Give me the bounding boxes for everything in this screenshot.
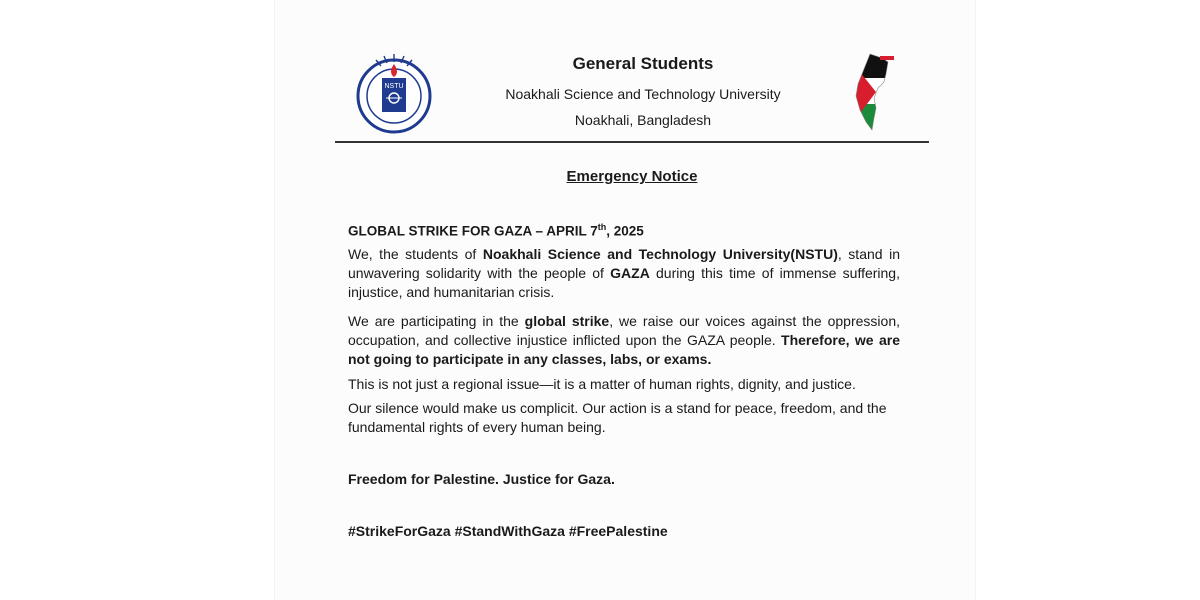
slogan: Freedom for Palestine. Justice for Gaza. xyxy=(348,471,615,487)
paragraph-participation: We are participating in the global strike, we raise our voices against the oppression, occupation, and collective injustice inflicted upon the GAZA people. Therefore, we are not going to participate in any classes, labs, or exams. xyxy=(348,313,900,367)
notice-title: Emergency Notice xyxy=(566,168,698,185)
paragraph-silence: Our silence would make us complicit. Our action is a stand for peace, freedom, and the fundamental rights of every human being. xyxy=(348,400,887,435)
organization-title: General Students xyxy=(572,54,714,73)
university-name: Noakhali Science and Technology University xyxy=(505,86,781,102)
svg-text:NSTU: NSTU xyxy=(384,83,404,90)
hashtags: #StrikeForGaza #StandWithGaza #FreePalestine xyxy=(348,523,668,539)
university-seal-icon xyxy=(352,52,436,136)
header-divider xyxy=(335,141,929,143)
strike-heading: GLOBAL STRIKE FOR GAZA – APRIL 7th, 2025 xyxy=(348,222,644,239)
paragraph-solidarity: We, the students of Noakhali Science and Technology University(NSTU), stand in unwavering solidarity with the people of GAZA during this time of immense suffering, injustice, and humanitarian crisis. xyxy=(348,246,900,300)
university-location: Noakhali, Bangladesh xyxy=(574,112,712,128)
paragraph-human-rights: This is not just a regional issue—it is a matter of human rights, dignity, and justice. xyxy=(348,376,856,392)
palestine-map-flag-icon xyxy=(852,52,898,132)
